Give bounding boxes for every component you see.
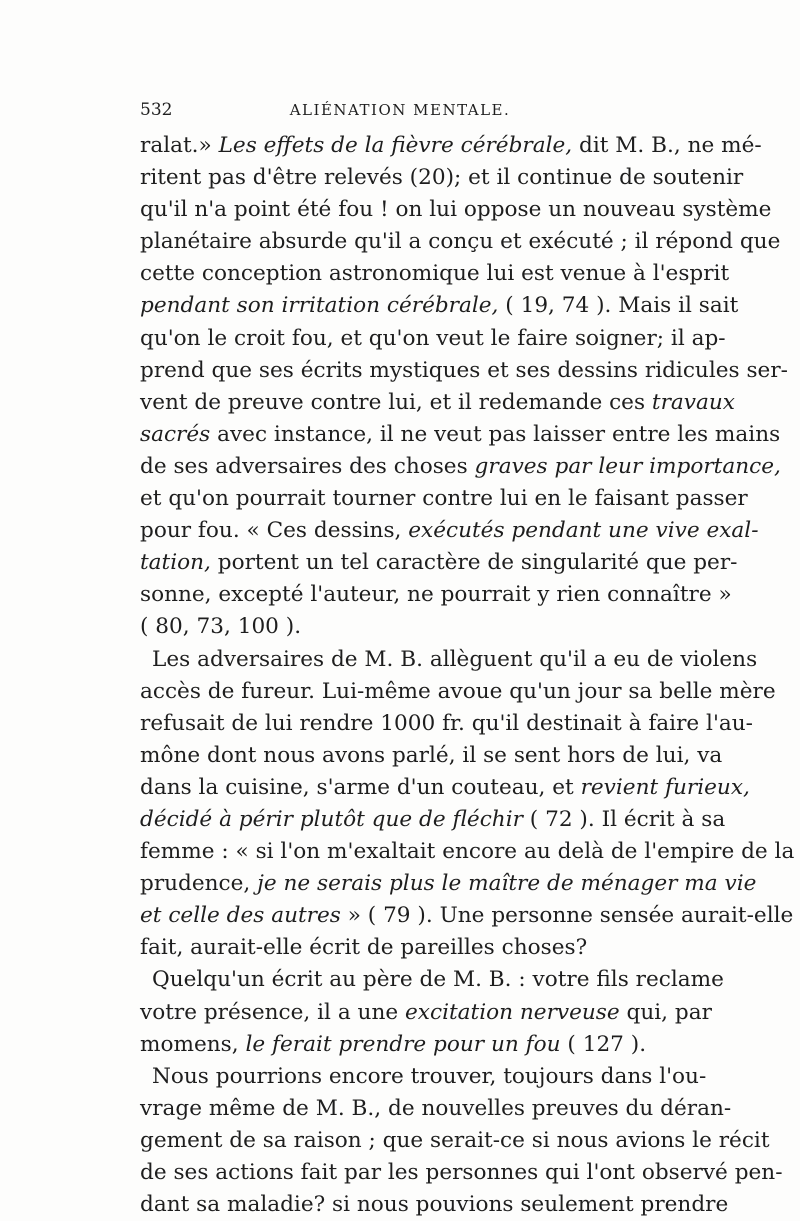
text-line: et celle des autres » ( 79 ). Une personne sensée aurait-elle bbox=[140, 903, 794, 929]
text-line: refusait de lui rendre 1000 fr. qu'il destinait à faire l'au- bbox=[140, 710, 753, 736]
text-line: fait, aurait-elle écrit de pareilles choses? bbox=[140, 935, 588, 961]
text-line: dant sa maladie? si nous pouvions seulement prendre bbox=[140, 1192, 729, 1218]
book-page bbox=[140, 100, 795, 1221]
text-line: tation, portent un tel caractère de singularité que per- bbox=[140, 550, 738, 576]
text-line: vrage même de M. B., de nouvelles preuves du déran- bbox=[140, 1095, 732, 1121]
text-line: et qu'on pourrait tourner contre lui en le faisant passer bbox=[140, 486, 748, 512]
text-line: prend que ses écrits mystiques et ses dessins ridicules ser- bbox=[140, 357, 788, 383]
body-text bbox=[140, 130, 795, 1221]
text-line: de ses actions fait par les personnes qui l'ont observé pen- bbox=[140, 1160, 783, 1185]
text-line: vent de preuve contre lui, et il redemande ces travaux bbox=[140, 389, 735, 415]
text-line: pour fou. « Ces dessins, exécutés pendant une vive exal- bbox=[140, 518, 759, 544]
text-line: pendant son irritation cérébrale, ( 19, 74 ). Mais il sait bbox=[140, 293, 739, 319]
text-line: dans la cuisine, s'arme d'un couteau, et revient furieux, bbox=[140, 774, 750, 800]
text-line: sonne, excepté l'auteur, ne pourrait y rien connaître » bbox=[140, 582, 732, 608]
text-line: votre présence, il a une excitation nerveuse qui, par bbox=[140, 999, 712, 1025]
text-line: accès de fureur. Lui-même avoue qu'un jour sa belle mère bbox=[140, 678, 776, 704]
text-line: Nous pourrions encore trouver, toujours dans l'ou- bbox=[152, 1063, 707, 1089]
text-line: mône dont nous avons parlé, il se sent hors de lui, va bbox=[140, 742, 723, 768]
text-line: cette conception astronomique lui est venue à l'esprit bbox=[140, 261, 730, 287]
text-line: décidé à périr plutôt que de fléchir ( 72 ). Il écrit à sa bbox=[140, 806, 726, 832]
text-line: ritent pas d'être relevés (20); et il continue de soutenir bbox=[140, 165, 744, 191]
text-line: Quelqu'un écrit au père de M. B. : votre fils reclame bbox=[152, 967, 724, 993]
text-line: sacrés avec instance, il ne veut pas laisser entre les mains bbox=[140, 421, 781, 447]
text-line: gement de sa raison ; que serait-ce si nous avions le récit bbox=[140, 1127, 770, 1153]
text-line: momens, le ferait prendre pour un fou ( 127 ). bbox=[140, 1031, 647, 1057]
text-line: ( 80, 73, 100 ). bbox=[140, 614, 302, 640]
page-number: 532 bbox=[140, 100, 173, 120]
text-line: qu'il n'a point été fou ! on lui oppose un nouveau système bbox=[140, 197, 772, 223]
text-line: Les adversaires de M. B. allèguent qu'il a eu de violens bbox=[152, 646, 758, 672]
text-line: qu'on le croit fou, et qu'on veut le faire soigner; il ap- bbox=[140, 325, 726, 351]
text-line: planétaire absurde qu'il a conçu et exécuté ; il répond que bbox=[140, 229, 781, 255]
text-line: femme : « si l'on m'exaltait encore au delà de l'empire de la bbox=[140, 839, 795, 865]
text-line: ralat.» Les effets de la fièvre cérébrale, dit M. B., ne mé- bbox=[140, 133, 762, 158]
text-line: prudence, je ne serais plus le maître de ménager ma vie bbox=[140, 871, 757, 897]
page-header bbox=[140, 100, 660, 128]
running-title: ALIÉNATION MENTALE. bbox=[289, 101, 511, 119]
text-line: de ses adversaires des choses graves par leur importance, bbox=[140, 453, 781, 479]
